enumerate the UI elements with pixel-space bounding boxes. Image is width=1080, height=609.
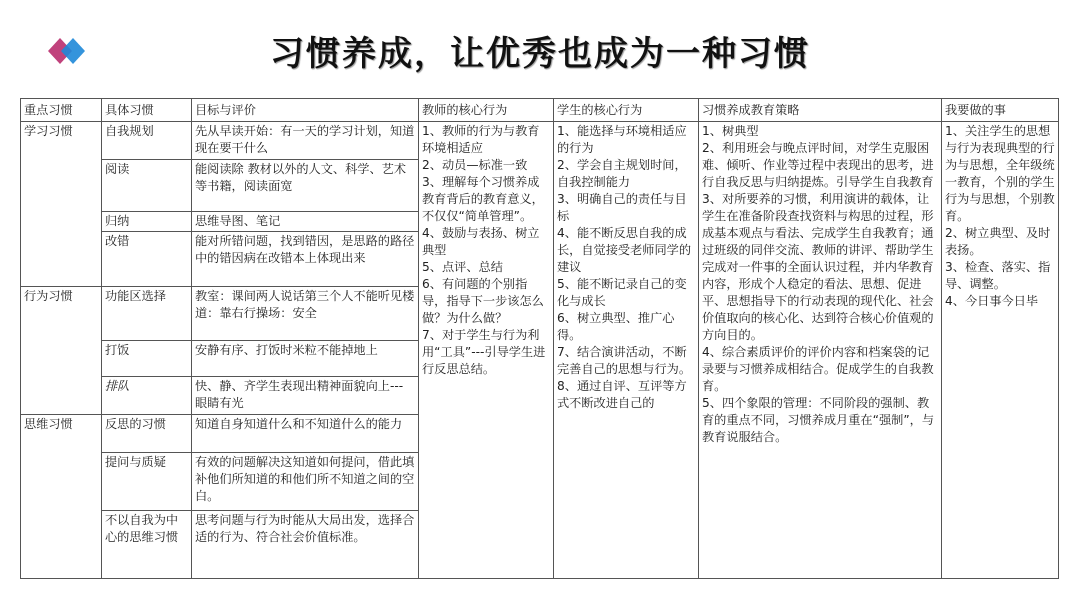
habit-cell: 打饭 [102,341,192,377]
student-behavior-cell: 1、能选择与环境相适应的行为 2、学会自主规划时间，自我控制能力 3、明确自己的责任与目标 4、能不断反思自我的成长，自觉接受老师同学的建议 5、能不断记录自己的变化与成长 6、树立典型、推广心得。 7、结合演讲活动，不断完善自己的思想与行为。 8、通过自评、互评等方式不断改进自己的 [554,122,699,579]
habit-cell: 功能区选择 [102,287,192,341]
header-key-habit: 重点习惯 [21,99,102,122]
goal-cell: 教室：课间两人说话第三个人不能听见楼道：靠右行操场：安全 [192,287,419,341]
header-specific-habit: 具体习惯 [102,99,192,122]
header-row [21,99,1059,122]
todo-cell: 1、关注学生的思想与行为表现典型的行为与思想，全年级统一教育，个别的学生行为与思想，个别教育。 2、树立典型、及时表扬。 3、检查、落实、指导、调整。 4、今日事今日毕 [942,122,1059,579]
teacher-behavior-cell: 1、教师的行为与教育环境相适应 2、动员—标准一致 3、理解每个习惯养成教育背后的教育意义，不仅仅“简单管理”。 4、鼓励与表扬、树立典型 5、点评、总结 6、有问题的个别指导，指导下一步该怎么做？为什么做？ 7、对于学生与行为利用“工具”---引导学生进行反思总结。 [419,122,554,579]
category-cell: 行为习惯 [21,287,102,415]
habit-table [20,98,1059,579]
habit-cell: 改错 [102,232,192,287]
table-row [21,122,1059,160]
habit-cell: 阅读 [102,160,192,212]
header-strategy: 习惯养成教育策略 [699,99,942,122]
goal-cell: 能阅读除 教材以外的人文、科学、艺术等书籍，阅读面宽 [192,160,419,212]
goal-cell: 思维导图、笔记 [192,212,419,232]
goal-cell: 安静有序、打饭时米粒不能掉地上 [192,341,419,377]
goal-cell: 知道自身知道什么和不知道什么的能力 [192,415,419,453]
header-student: 学生的核心行为 [554,99,699,122]
category-cell: 思维习惯 [21,415,102,579]
goal-cell: 有效的问题解决这知道如何提问，借此填补他们所知道的和他们所不知道之间的空白。 [192,453,419,511]
habit-cell: 自我规划 [102,122,192,160]
strategy-cell: 1、树典型 2、利用班会与晚点评时间，对学生克服困难、倾听、作业等过程中表现出的思考，进行自我反思与归纳提炼。引导学生自我教育 3、对所要养的习惯，利用演讲的载体，让学生在准备阶段查找资料与构思的过程，形成基本观点与看法、完成学生自我教育；通过班级的同伴交流、教师的讲评、帮助学生完成对一件事的全面认识过程，并内华教育内容，形成个人稳定的看法、思想、促进平、思想指导下的行动表现的现代化、社会价值取向的核心化、达到符合核心价值观的方向目的。 4、综合素质评价的评价内容和档案袋的记录要与习惯养成相结合。促成学生的自我教育。 5、四个象限的管理：不同阶段的强制、教育的重点不同，习惯养成月重在“强制”，与教育说服结合。 [699,122,942,579]
habit-cell: 不以自我为中心的思维习惯 [102,511,192,579]
habit-cell: 提问与质疑 [102,453,192,511]
habit-cell: 排队 [102,377,192,415]
habit-cell: 归纳 [102,212,192,232]
category-cell: 学习习惯 [21,122,102,287]
header-goal: 目标与评价 [192,99,419,122]
habit-cell: 反思的习惯 [102,415,192,453]
header-teacher: 教师的核心行为 [419,99,554,122]
page-title: 习惯养成，让优秀也成为一种习惯 [270,34,810,74]
goal-cell: 快、静、齐学生表现出精神面貌向上---眼睛有光 [192,377,419,415]
goal-cell: 思考问题与行为时能从大局出发，选择合适的行为、符合社会价值标准。 [192,511,419,579]
goal-cell: 先从早读开始：有一天的学习计划，知道现在要干什么 [192,122,419,160]
header-todo: 我要做的事 [942,99,1059,122]
goal-cell: 能对所错问题，找到错因，是思路的路径中的错因病在改错本上体现出来 [192,232,419,287]
